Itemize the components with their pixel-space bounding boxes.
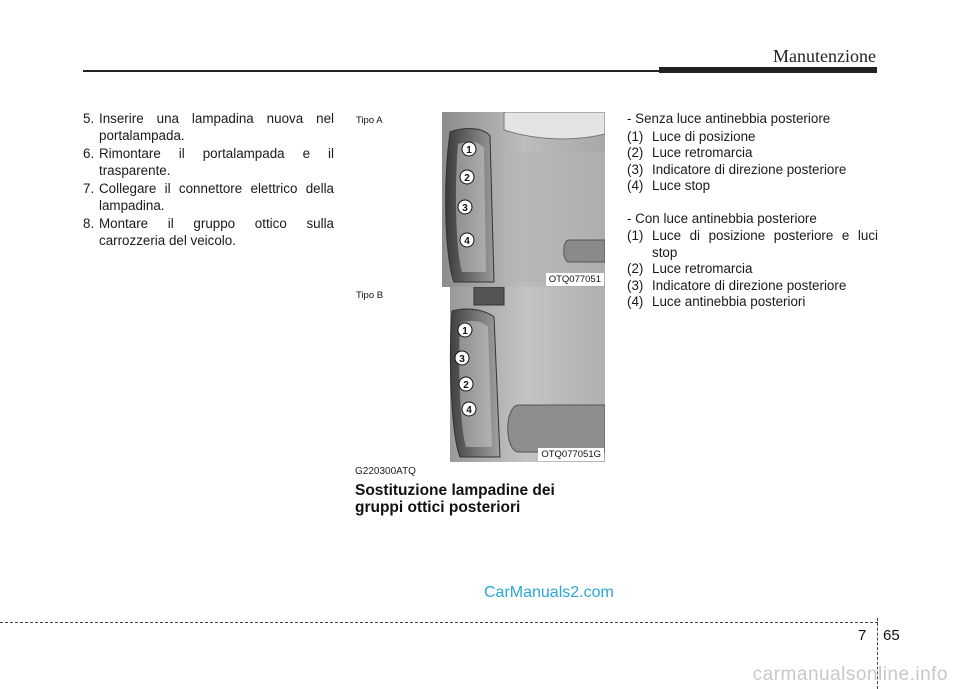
- list-item: [627, 228, 878, 261]
- figure-label: Tipo B: [356, 290, 384, 301]
- item-text: Luce retromarcia: [652, 145, 753, 160]
- item-number: (2): [627, 145, 644, 160]
- section-title: [355, 482, 595, 516]
- list-item: [627, 261, 878, 278]
- marker-label: 1: [462, 326, 468, 337]
- section-code: G220300ATQ: [355, 466, 416, 477]
- header-rule-thick: [659, 67, 877, 73]
- figure-tipo-b: [354, 287, 605, 462]
- item-text: Luce antinebbia posteriori: [652, 294, 806, 309]
- bulb-list: [627, 111, 878, 311]
- page-number: 65: [883, 627, 900, 644]
- header-rule: [83, 70, 661, 72]
- section-title-line: Sostituzione lampadine dei: [355, 482, 555, 499]
- item-text: Indicatore di direzione posteriore: [652, 161, 847, 177]
- item-number: (4): [627, 294, 644, 309]
- figure-label: Tipo A: [356, 115, 383, 126]
- chapter-number: 7: [858, 627, 867, 644]
- group-title: - Con luce antinebbia posteriore: [627, 210, 817, 226]
- step-text: lampadina.: [99, 197, 165, 213]
- item-number: (2): [627, 261, 644, 276]
- item-text: Luce stop: [652, 178, 711, 193]
- marker-label: 3: [462, 203, 468, 214]
- step-6: [83, 146, 334, 179]
- section-title-line: gruppi ottici posteriori: [355, 499, 521, 516]
- header-title: Manutenzione: [773, 46, 876, 66]
- marker-label: 4: [466, 405, 472, 416]
- step-text: trasparente.: [99, 162, 171, 178]
- step-text: Montare il gruppo ottico sulla: [99, 216, 334, 231]
- item-text: Luce di posizione posteriore e luci: [652, 228, 878, 243]
- item-number: (4): [627, 178, 644, 193]
- step-7: [83, 181, 334, 214]
- figure-code: OTQ077051G: [538, 448, 604, 461]
- item-number: (3): [627, 161, 644, 177]
- marker-label: 1: [466, 145, 472, 156]
- step-text: carrozzeria del veicolo.: [99, 232, 236, 248]
- step-number: 7.: [83, 181, 95, 196]
- step-text: Rimontare il portalampada e il: [99, 146, 334, 161]
- list-item: [627, 178, 878, 195]
- item-number: (1): [627, 128, 644, 144]
- footer-rule: [0, 622, 878, 623]
- watermark-link[interactable]: CarManuals2.com: [484, 584, 614, 601]
- step-number: 6.: [83, 146, 95, 161]
- item-text: Luce retromarcia: [652, 261, 753, 276]
- tail-lamp-illustration-a: [354, 112, 605, 287]
- step-text: Collegare il connettore elettrico della: [99, 181, 334, 196]
- figure-tipo-a: [354, 112, 605, 287]
- list-item: [627, 294, 878, 311]
- item-number: (3): [627, 277, 644, 293]
- steps-list: [83, 111, 334, 251]
- step-text: Inserire una lampadina nuova nel: [99, 111, 334, 126]
- step-8: [83, 216, 334, 249]
- item-text: stop: [652, 244, 678, 260]
- step-number: 5.: [83, 111, 95, 126]
- step-text: portalampada.: [99, 127, 185, 143]
- marker-label: 4: [464, 236, 470, 247]
- marker-label: 2: [463, 380, 469, 391]
- group-title: - Senza luce antinebbia posteriore: [627, 111, 831, 126]
- marker-label: 2: [464, 173, 470, 184]
- step-number: 8.: [83, 216, 95, 231]
- list-item: [627, 278, 878, 295]
- list-item: [627, 129, 878, 146]
- marker-label: 3: [459, 354, 465, 365]
- item-number: (1): [627, 228, 644, 243]
- item-text: Indicatore di direzione posteriore: [652, 277, 847, 293]
- list-item: [627, 145, 878, 162]
- tail-lamp-illustration-b: [354, 287, 605, 462]
- step-5: [83, 111, 334, 144]
- item-text: Luce di posizione: [652, 128, 756, 144]
- figure-code: OTQ077051: [546, 273, 604, 286]
- list-item: [627, 162, 878, 179]
- footer-watermark: carmanualsonline.info: [752, 664, 948, 685]
